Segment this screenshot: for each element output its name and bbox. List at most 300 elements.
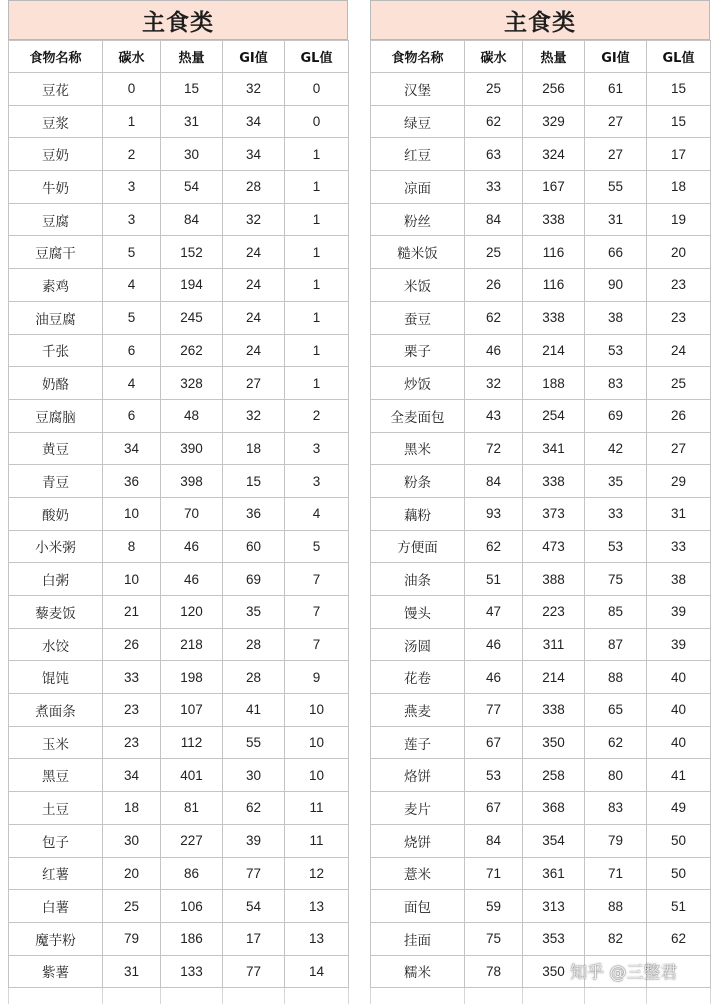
cell-carbs: 6 xyxy=(103,334,161,367)
cell-carbs: 8 xyxy=(103,530,161,563)
cell-gi: 42 xyxy=(585,432,647,465)
table-row xyxy=(9,497,349,530)
cell-carbs: 3 xyxy=(103,203,161,236)
cell-gl: 11 xyxy=(285,792,349,825)
cell-gi: 24 xyxy=(223,301,285,334)
cell-gi: 39 xyxy=(223,824,285,857)
cell-name: 包子 xyxy=(9,824,103,857)
cell-name: 牛奶 xyxy=(9,171,103,204)
cell-gl: 1 xyxy=(285,203,349,236)
cell-calories: 86 xyxy=(161,857,223,890)
table-row xyxy=(9,269,349,302)
cell-name: 汤圆 xyxy=(371,628,465,661)
cell-carbs: 10 xyxy=(103,497,161,530)
cell-carbs: 26 xyxy=(103,628,161,661)
header-row xyxy=(371,41,711,73)
cell-name: 油豆腐 xyxy=(9,301,103,334)
cell-gi: 77 xyxy=(223,857,285,890)
cell-gi: 83 xyxy=(585,367,647,400)
cell-name: 馄饨 xyxy=(9,661,103,694)
cell-calories: 245 xyxy=(161,301,223,334)
cell-gi: 27 xyxy=(585,105,647,138)
cell-name: 挂面 xyxy=(371,922,465,955)
cell-calories: 46 xyxy=(161,563,223,596)
cell-calories: 313 xyxy=(523,890,585,923)
cell-gi: 65 xyxy=(585,694,647,727)
cell-calories: 54 xyxy=(161,171,223,204)
cell-carbs: 2 xyxy=(103,138,161,171)
cell-carbs: 62 xyxy=(465,530,523,563)
cell-gi: 53 xyxy=(585,334,647,367)
table-row xyxy=(9,138,349,171)
cell-carbs: 63 xyxy=(465,138,523,171)
cell-gi: 36 xyxy=(223,497,285,530)
cell-gl: 10 xyxy=(285,694,349,727)
cell-gl: 9 xyxy=(285,661,349,694)
cell-gl: 10 xyxy=(285,759,349,792)
cell-name: 花卷 xyxy=(371,661,465,694)
cell-calories: 354 xyxy=(523,824,585,857)
cell-gi: 55 xyxy=(223,726,285,759)
cell-gi: 71 xyxy=(585,857,647,890)
table-row xyxy=(371,301,711,334)
cell-gl: 33 xyxy=(647,530,711,563)
food-table-right xyxy=(370,40,711,988)
table-row xyxy=(9,73,349,106)
cell-gl: 1 xyxy=(285,301,349,334)
cell-gi: 62 xyxy=(223,792,285,825)
cell-gl: 7 xyxy=(285,596,349,629)
cell-calories: 214 xyxy=(523,661,585,694)
table-row xyxy=(371,922,711,955)
cell-calories: 15 xyxy=(161,73,223,106)
cell-carbs: 34 xyxy=(103,432,161,465)
cell-name: 白薯 xyxy=(9,890,103,923)
table-row xyxy=(371,399,711,432)
cell-name: 豆浆 xyxy=(9,105,103,138)
cell-name: 水饺 xyxy=(9,628,103,661)
empty-rows-bottom xyxy=(0,988,720,1004)
cell-gi: 18 xyxy=(223,432,285,465)
cell-calories: 46 xyxy=(161,530,223,563)
cell-calories: 112 xyxy=(161,726,223,759)
cell-gl: 38 xyxy=(647,563,711,596)
cell-carbs: 23 xyxy=(103,726,161,759)
cell-gl: 14 xyxy=(285,955,349,988)
cell-gl: 23 xyxy=(647,301,711,334)
cell-calories: 338 xyxy=(523,301,585,334)
cell-gl: 13 xyxy=(285,922,349,955)
cell-carbs: 4 xyxy=(103,367,161,400)
cell-carbs: 10 xyxy=(103,563,161,596)
cell-gl: 29 xyxy=(647,465,711,498)
table-row xyxy=(9,105,349,138)
cell-gl: 50 xyxy=(647,857,711,890)
cell-gl: 5 xyxy=(285,530,349,563)
cell-carbs: 34 xyxy=(103,759,161,792)
cell-calories: 373 xyxy=(523,497,585,530)
table-row xyxy=(371,596,711,629)
cell-gi: 62 xyxy=(585,726,647,759)
cell-carbs: 46 xyxy=(465,334,523,367)
cell-gi: 69 xyxy=(223,563,285,596)
cell-name: 藜麦饭 xyxy=(9,596,103,629)
cell-calories: 350 xyxy=(523,955,585,988)
table-title: 主食类 xyxy=(8,0,348,40)
cell-gl: 7 xyxy=(285,628,349,661)
cell-gl: 39 xyxy=(647,596,711,629)
cell-gi: 66 xyxy=(585,236,647,269)
cell-calories: 198 xyxy=(161,661,223,694)
cell-name: 红豆 xyxy=(371,138,465,171)
cell-gl: 40 xyxy=(647,726,711,759)
cell-name: 素鸡 xyxy=(9,269,103,302)
cell-gi: 54 xyxy=(223,890,285,923)
cell-gi: 38 xyxy=(585,301,647,334)
cell-gi: 28 xyxy=(223,628,285,661)
cell-name: 馒头 xyxy=(371,596,465,629)
cell-name: 煮面条 xyxy=(9,694,103,727)
cell-calories: 338 xyxy=(523,465,585,498)
cell-carbs: 84 xyxy=(465,203,523,236)
cell-name: 燕麦 xyxy=(371,694,465,727)
cell-gl: 10 xyxy=(285,726,349,759)
table-row xyxy=(9,171,349,204)
table-row xyxy=(371,694,711,727)
table-row xyxy=(9,530,349,563)
table-row xyxy=(9,628,349,661)
cell-name: 麦片 xyxy=(371,792,465,825)
cell-gl: 12 xyxy=(285,857,349,890)
cell-carbs: 51 xyxy=(465,563,523,596)
cell-name: 糯米 xyxy=(371,955,465,988)
cell-name: 黑豆 xyxy=(9,759,103,792)
table-row xyxy=(371,105,711,138)
table-row xyxy=(371,497,711,530)
cell-name: 莲子 xyxy=(371,726,465,759)
cell-carbs: 43 xyxy=(465,399,523,432)
cell-gl: 7 xyxy=(285,563,349,596)
cell-carbs: 33 xyxy=(465,171,523,204)
cell-gl: 26 xyxy=(647,399,711,432)
cell-gl: 27 xyxy=(647,432,711,465)
cell-gi: 61 xyxy=(585,73,647,106)
table-row xyxy=(9,563,349,596)
table-row xyxy=(371,824,711,857)
cell-calories: 214 xyxy=(523,334,585,367)
header-row xyxy=(9,41,349,73)
cell-gl: 3 xyxy=(285,465,349,498)
table-row xyxy=(371,171,711,204)
table-row xyxy=(371,465,711,498)
table-row xyxy=(9,726,349,759)
cell-carbs: 72 xyxy=(465,432,523,465)
cell-name: 豆腐脑 xyxy=(9,399,103,432)
cell-gl: 1 xyxy=(285,269,349,302)
cell-carbs: 33 xyxy=(103,661,161,694)
cell-gi: 17 xyxy=(223,922,285,955)
table-row xyxy=(371,203,711,236)
cell-name: 绿豆 xyxy=(371,105,465,138)
cell-name: 糙米饭 xyxy=(371,236,465,269)
table-row xyxy=(371,530,711,563)
cell-name: 酸奶 xyxy=(9,497,103,530)
cell-name: 白粥 xyxy=(9,563,103,596)
cell-gi: 82 xyxy=(585,922,647,955)
cell-gl: 1 xyxy=(285,138,349,171)
cell-carbs: 59 xyxy=(465,890,523,923)
cell-calories: 398 xyxy=(161,465,223,498)
cell-gi: 83 xyxy=(585,792,647,825)
cell-carbs: 93 xyxy=(465,497,523,530)
column-header-name: 食物名称 xyxy=(371,41,465,73)
cell-name: 红薯 xyxy=(9,857,103,890)
cell-calories: 81 xyxy=(161,792,223,825)
cell-carbs: 77 xyxy=(465,694,523,727)
cell-calories: 254 xyxy=(523,399,585,432)
table-row xyxy=(9,955,349,988)
cell-gi: 34 xyxy=(223,105,285,138)
cell-calories: 361 xyxy=(523,857,585,890)
cell-name: 青豆 xyxy=(9,465,103,498)
cell-gl: 13 xyxy=(285,890,349,923)
cell-carbs: 30 xyxy=(103,824,161,857)
cell-calories: 390 xyxy=(161,432,223,465)
cell-carbs: 67 xyxy=(465,792,523,825)
cell-carbs: 46 xyxy=(465,628,523,661)
table-row xyxy=(9,367,349,400)
cell-carbs: 5 xyxy=(103,301,161,334)
cell-name: 小米粥 xyxy=(9,530,103,563)
cell-carbs: 78 xyxy=(465,955,523,988)
food-table-left xyxy=(8,40,349,988)
table-row xyxy=(371,726,711,759)
cell-name: 豆奶 xyxy=(9,138,103,171)
cell-calories: 324 xyxy=(523,138,585,171)
cell-gi: 55 xyxy=(585,171,647,204)
cell-name: 藕粉 xyxy=(371,497,465,530)
cell-calories: 262 xyxy=(161,334,223,367)
table-row xyxy=(9,596,349,629)
cell-calories: 194 xyxy=(161,269,223,302)
cell-name: 米饭 xyxy=(371,269,465,302)
cell-name: 蚕豆 xyxy=(371,301,465,334)
cell-name: 烧饼 xyxy=(371,824,465,857)
cell-gl: 1 xyxy=(285,171,349,204)
cell-calories: 167 xyxy=(523,171,585,204)
cell-carbs: 46 xyxy=(465,661,523,694)
cell-gi: 90 xyxy=(585,269,647,302)
cell-carbs: 31 xyxy=(103,955,161,988)
cell-gi: 32 xyxy=(223,203,285,236)
cell-calories: 329 xyxy=(523,105,585,138)
cell-carbs: 4 xyxy=(103,269,161,302)
table-row xyxy=(9,432,349,465)
cell-gi: 60 xyxy=(223,530,285,563)
table-row xyxy=(371,563,711,596)
cell-carbs: 23 xyxy=(103,694,161,727)
cell-carbs: 25 xyxy=(465,236,523,269)
table-row xyxy=(9,203,349,236)
cell-calories: 388 xyxy=(523,563,585,596)
cell-carbs: 36 xyxy=(103,465,161,498)
right-table-panel xyxy=(370,0,710,988)
table-row xyxy=(371,236,711,269)
column-header-gl: GL值 xyxy=(647,41,711,73)
cell-carbs: 62 xyxy=(465,105,523,138)
cell-gl: 62 xyxy=(647,922,711,955)
cell-gl: 25 xyxy=(647,367,711,400)
cell-name: 魔芋粉 xyxy=(9,922,103,955)
cell-carbs: 79 xyxy=(103,922,161,955)
cell-calories: 258 xyxy=(523,759,585,792)
cell-carbs: 84 xyxy=(465,824,523,857)
cell-carbs: 21 xyxy=(103,596,161,629)
cell-gl: 4 xyxy=(285,497,349,530)
cell-calories: 353 xyxy=(523,922,585,955)
cell-gi: 32 xyxy=(223,73,285,106)
cell-gi: 33 xyxy=(585,497,647,530)
cell-gl: 20 xyxy=(647,236,711,269)
cell-calories: 48 xyxy=(161,399,223,432)
cell-gi: 77 xyxy=(223,955,285,988)
cell-name: 土豆 xyxy=(9,792,103,825)
table-row xyxy=(9,857,349,890)
cell-name: 紫薯 xyxy=(9,955,103,988)
cell-name: 面包 xyxy=(371,890,465,923)
cell-gi: 15 xyxy=(223,465,285,498)
cell-calories: 188 xyxy=(523,367,585,400)
cell-gi: 31 xyxy=(585,203,647,236)
table-row xyxy=(9,661,349,694)
cell-calories: 218 xyxy=(161,628,223,661)
cell-gl: 0 xyxy=(285,73,349,106)
cell-name: 玉米 xyxy=(9,726,103,759)
cell-name: 汉堡 xyxy=(371,73,465,106)
cell-carbs: 47 xyxy=(465,596,523,629)
cell-gl: 24 xyxy=(647,334,711,367)
cell-gl: 50 xyxy=(647,824,711,857)
cell-calories: 120 xyxy=(161,596,223,629)
cell-carbs: 62 xyxy=(465,301,523,334)
table-row xyxy=(9,465,349,498)
cell-calories: 341 xyxy=(523,432,585,465)
cell-gi: 79 xyxy=(585,824,647,857)
cell-gi: 53 xyxy=(585,530,647,563)
cell-gi: 88 xyxy=(585,661,647,694)
column-header-name: 食物名称 xyxy=(9,41,103,73)
cell-name: 薏米 xyxy=(371,857,465,890)
cell-name: 黄豆 xyxy=(9,432,103,465)
cell-gl: 1 xyxy=(285,367,349,400)
cell-calories: 227 xyxy=(161,824,223,857)
cell-gi: 85 xyxy=(585,596,647,629)
cell-gl: 15 xyxy=(647,105,711,138)
table-row xyxy=(9,890,349,923)
cell-name: 豆腐干 xyxy=(9,236,103,269)
cell-calories: 328 xyxy=(161,367,223,400)
cell-name: 粉条 xyxy=(371,465,465,498)
table-row xyxy=(9,824,349,857)
cell-carbs: 20 xyxy=(103,857,161,890)
cell-gi: 88 xyxy=(585,890,647,923)
column-header-calories: 热量 xyxy=(523,41,585,73)
cell-name: 千张 xyxy=(9,334,103,367)
cell-name: 黑米 xyxy=(371,432,465,465)
column-header-gi: GI值 xyxy=(223,41,285,73)
table-title: 主食类 xyxy=(370,0,710,40)
cell-calories: 473 xyxy=(523,530,585,563)
cell-gi: 34 xyxy=(223,138,285,171)
cell-calories: 311 xyxy=(523,628,585,661)
cell-gl: 40 xyxy=(647,694,711,727)
table-row xyxy=(9,301,349,334)
cell-calories: 256 xyxy=(523,73,585,106)
column-header-gi: GI值 xyxy=(585,41,647,73)
cell-gi: 24 xyxy=(223,236,285,269)
cell-calories: 106 xyxy=(161,890,223,923)
cell-gl: 11 xyxy=(285,824,349,857)
cell-carbs: 71 xyxy=(465,857,523,890)
cell-carbs: 0 xyxy=(103,73,161,106)
cell-name: 豆花 xyxy=(9,73,103,106)
cell-carbs: 6 xyxy=(103,399,161,432)
cell-carbs: 18 xyxy=(103,792,161,825)
cell-calories: 401 xyxy=(161,759,223,792)
cell-carbs: 25 xyxy=(103,890,161,923)
cell-calories: 338 xyxy=(523,203,585,236)
table-row xyxy=(9,694,349,727)
cell-gi: 87 xyxy=(585,628,647,661)
cell-gi: 35 xyxy=(585,465,647,498)
cell-gi: 35 xyxy=(223,596,285,629)
cell-gl: 49 xyxy=(647,792,711,825)
cell-name: 全麦面包 xyxy=(371,399,465,432)
cell-calories: 223 xyxy=(523,596,585,629)
cell-carbs: 5 xyxy=(103,236,161,269)
cell-gl: 17 xyxy=(647,138,711,171)
table-row xyxy=(9,399,349,432)
cell-gi: 28 xyxy=(223,661,285,694)
cell-gl: 2 xyxy=(285,399,349,432)
cell-carbs: 32 xyxy=(465,367,523,400)
column-header-calories: 热量 xyxy=(161,41,223,73)
cell-name: 奶酪 xyxy=(9,367,103,400)
table-row xyxy=(371,73,711,106)
table-row xyxy=(371,367,711,400)
cell-calories: 107 xyxy=(161,694,223,727)
column-header-gl: GL值 xyxy=(285,41,349,73)
table-row xyxy=(371,138,711,171)
cell-gl: 51 xyxy=(647,890,711,923)
cell-calories: 350 xyxy=(523,726,585,759)
table-row xyxy=(371,432,711,465)
table-row xyxy=(9,759,349,792)
table-row xyxy=(371,269,711,302)
cell-gi: 32 xyxy=(223,399,285,432)
cell-gi: 28 xyxy=(223,171,285,204)
cell-gi: 69 xyxy=(585,399,647,432)
left-table-panel xyxy=(8,0,348,988)
cell-name: 烙饼 xyxy=(371,759,465,792)
cell-gl: 31 xyxy=(647,497,711,530)
table-row xyxy=(9,792,349,825)
cell-gi: 24 xyxy=(223,269,285,302)
cell-carbs: 53 xyxy=(465,759,523,792)
column-header-carbs: 碳水 xyxy=(103,41,161,73)
table-row xyxy=(9,236,349,269)
cell-calories: 133 xyxy=(161,955,223,988)
